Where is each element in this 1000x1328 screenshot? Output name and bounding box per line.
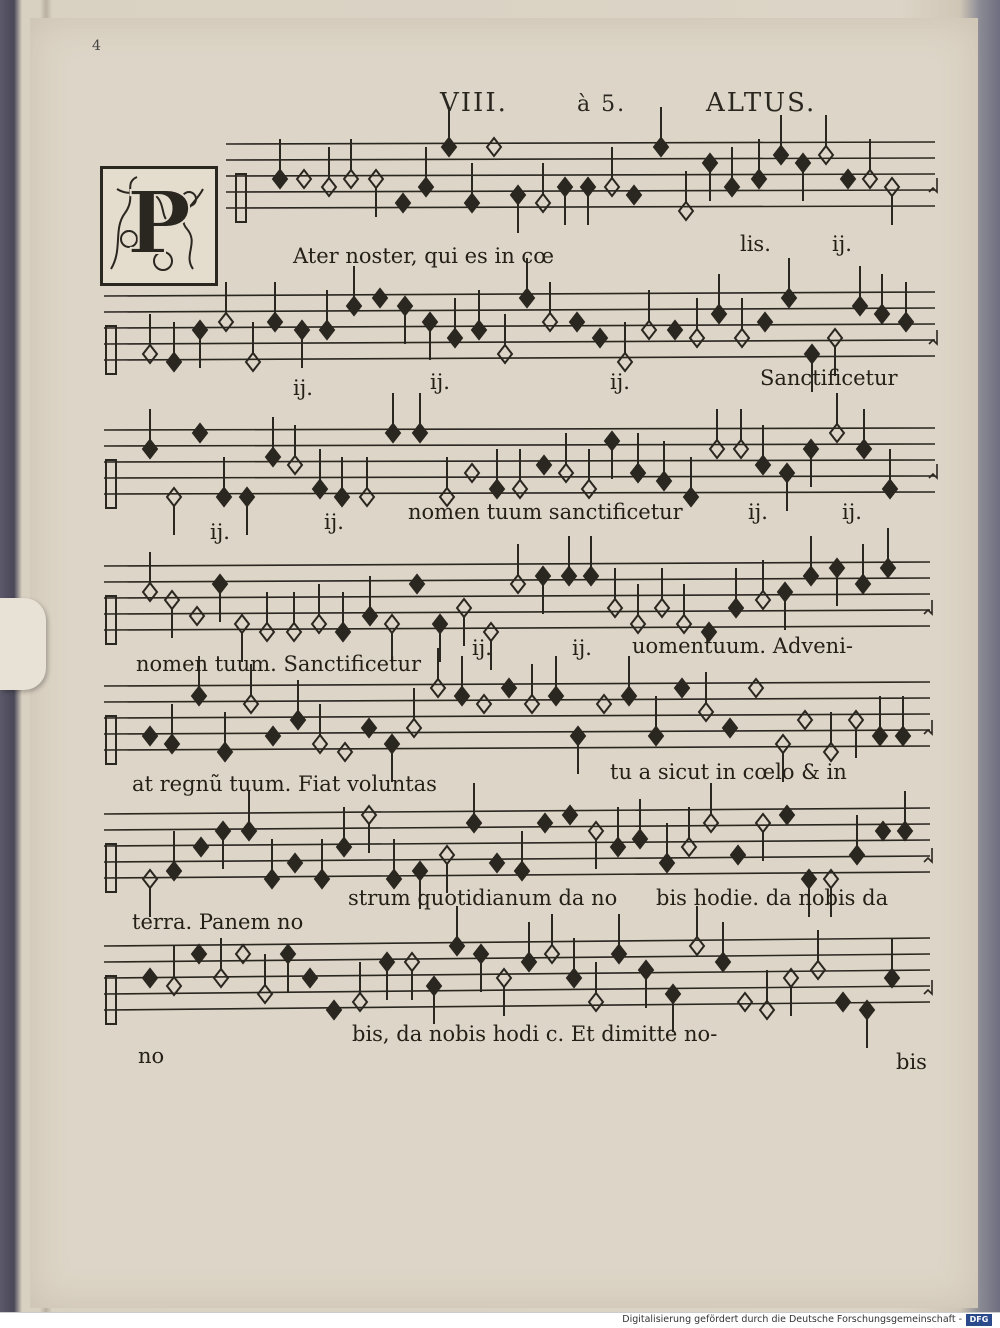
- note-head: [143, 727, 157, 745]
- note-head: [266, 448, 280, 466]
- staff-line: [104, 954, 930, 962]
- note-head: [622, 687, 636, 705]
- note-head: [413, 424, 427, 442]
- lyric-2-2: ij.: [430, 370, 450, 394]
- note-head: [347, 297, 361, 315]
- staff-line: [104, 698, 930, 702]
- voice-count: à 5.: [577, 92, 627, 117]
- note-head: [288, 456, 302, 474]
- staff-line: [226, 206, 935, 208]
- note-head: [710, 440, 724, 458]
- note-head: [828, 329, 842, 347]
- staff-line: [104, 610, 930, 614]
- note-head: [344, 170, 358, 188]
- dfg-logo: DFG: [966, 1314, 992, 1326]
- note-head: [322, 178, 336, 196]
- note-head: [167, 488, 181, 506]
- note-head: [313, 480, 327, 498]
- note-head: [639, 961, 653, 979]
- note-head: [735, 329, 749, 347]
- note-head: [320, 321, 334, 339]
- lyric-6-2: strum quotidianum da no: [348, 886, 618, 910]
- note-head: [472, 321, 486, 339]
- note-head: [410, 575, 424, 593]
- note-head: [558, 178, 572, 196]
- staff-line: [104, 292, 935, 296]
- note-head: [235, 615, 249, 633]
- note-head: [631, 464, 645, 482]
- note-head: [511, 186, 525, 204]
- note-head: [273, 170, 287, 188]
- note-head: [219, 313, 233, 331]
- staff-line: [226, 142, 935, 144]
- clef: [106, 844, 116, 892]
- note-head: [303, 969, 317, 987]
- note-head: [885, 969, 899, 987]
- note-head: [796, 154, 810, 172]
- note-head: [511, 575, 525, 593]
- clef: [106, 326, 116, 374]
- note-head: [723, 719, 737, 737]
- note-head: [545, 945, 559, 963]
- note-head: [291, 711, 305, 729]
- note-head: [520, 289, 534, 307]
- note-head: [407, 719, 421, 737]
- lyric-3-1: ij.: [210, 520, 230, 544]
- note-head: [362, 806, 376, 824]
- custos: [924, 600, 932, 614]
- lyric-3-5: ij.: [842, 500, 862, 524]
- initial-letter: P: [126, 173, 192, 274]
- lyric-7-2: bis, da nobis hodi c. Et dimitte no-: [352, 1022, 718, 1046]
- note-head: [538, 814, 552, 832]
- note-head: [244, 695, 258, 713]
- staff-line: [104, 856, 930, 862]
- note-head: [513, 480, 527, 498]
- note-head: [704, 814, 718, 832]
- note-head: [431, 679, 445, 697]
- note-head: [313, 735, 327, 753]
- staff-line: [104, 986, 930, 994]
- note-head: [699, 703, 713, 721]
- note-head: [642, 321, 656, 339]
- note-head: [218, 743, 232, 761]
- note-head: [396, 194, 410, 212]
- lyric-4-2: ij.: [472, 636, 492, 660]
- note-head: [563, 806, 577, 824]
- note-head: [729, 599, 743, 617]
- footer-bar: [0, 1312, 1000, 1328]
- note-head: [774, 146, 788, 164]
- note-head: [467, 814, 481, 832]
- note-head: [398, 297, 412, 315]
- note-head: [536, 567, 550, 585]
- note-head: [562, 567, 576, 585]
- lyric-1-2: lis.: [740, 232, 771, 256]
- note-head: [457, 599, 471, 617]
- note-head: [725, 178, 739, 196]
- note-head: [490, 480, 504, 498]
- note-head: [216, 822, 230, 840]
- note-head: [611, 838, 625, 856]
- note-head: [684, 488, 698, 506]
- note-head: [660, 854, 674, 872]
- note-head: [190, 607, 204, 625]
- note-head: [703, 154, 717, 172]
- note-head: [315, 870, 329, 888]
- note-head: [498, 345, 512, 363]
- note-head: [677, 615, 691, 633]
- note-head: [589, 822, 603, 840]
- note-head: [242, 822, 256, 840]
- note-head: [515, 862, 529, 880]
- note-head: [857, 440, 871, 458]
- note-head: [369, 170, 383, 188]
- clef: [236, 174, 246, 222]
- note-head: [487, 138, 501, 156]
- note-head: [731, 846, 745, 864]
- note-head: [627, 186, 641, 204]
- note-head: [589, 993, 603, 1011]
- note-head: [752, 170, 766, 188]
- note-head: [385, 735, 399, 753]
- funding-credit: Digitalisierung gefördert durch die Deutsche Forschungsgemeinschaft -: [622, 1314, 962, 1325]
- note-head: [477, 695, 491, 713]
- note-head: [474, 945, 488, 963]
- staff-line: [104, 938, 930, 946]
- note-head: [804, 440, 818, 458]
- note-head: [490, 854, 504, 872]
- note-head: [373, 289, 387, 307]
- note-head: [605, 432, 619, 450]
- note-head: [581, 178, 595, 196]
- note-head: [295, 321, 309, 339]
- note-head: [582, 480, 596, 498]
- note-head: [143, 440, 157, 458]
- lyric-4-1: nomen tuum. Sanctificetur: [136, 652, 422, 676]
- note-head: [780, 464, 794, 482]
- custos: [924, 848, 932, 862]
- note-head: [860, 1001, 874, 1019]
- note-head: [836, 993, 850, 1011]
- note-head: [246, 353, 260, 371]
- note-head: [605, 178, 619, 196]
- note-head: [297, 170, 311, 188]
- note-head: [758, 313, 772, 331]
- note-head: [633, 830, 647, 848]
- note-head: [143, 969, 157, 987]
- staff-line: [104, 340, 935, 344]
- lyric-2-1: ij.: [293, 376, 313, 400]
- lyric-3-4: ij.: [748, 500, 768, 524]
- note-head: [549, 687, 563, 705]
- note-head: [819, 146, 833, 164]
- note-head: [863, 170, 877, 188]
- staff-line: [104, 594, 930, 598]
- note-head: [213, 575, 227, 593]
- note-head: [338, 743, 352, 761]
- note-head: [756, 591, 770, 609]
- staff-line: [104, 808, 930, 814]
- staff-line: [104, 626, 930, 630]
- note-head: [258, 985, 272, 1003]
- note-head: [214, 969, 228, 987]
- note-head: [427, 977, 441, 995]
- piece-number: VIII.: [440, 88, 508, 118]
- note-head: [240, 488, 254, 506]
- note-head: [497, 969, 511, 987]
- note-head: [608, 599, 622, 617]
- note-head: [830, 424, 844, 442]
- note-head: [327, 1001, 341, 1019]
- lyric-5-1: at regnũ tuum. Fiat voluntas: [132, 772, 437, 796]
- staff-line: [104, 730, 930, 734]
- note-head: [405, 953, 419, 971]
- lyric-2-3: ij.: [610, 370, 630, 394]
- note-head: [536, 194, 550, 212]
- note-head: [899, 313, 913, 331]
- staff-line: [104, 840, 930, 846]
- note-head: [631, 615, 645, 633]
- folio-mark: 4: [92, 38, 101, 54]
- note-head: [668, 321, 682, 339]
- lyric-4-3: ij.: [572, 636, 592, 660]
- note-head: [465, 464, 479, 482]
- note-head: [455, 687, 469, 705]
- note-head: [217, 488, 231, 506]
- note-head: [312, 615, 326, 633]
- note-head: [260, 623, 274, 641]
- note-head: [502, 679, 516, 697]
- note-head: [363, 607, 377, 625]
- note-head: [194, 838, 208, 856]
- note-head: [782, 289, 796, 307]
- note-head: [811, 961, 825, 979]
- note-head: [690, 329, 704, 347]
- note-head: [655, 599, 669, 617]
- custos: [924, 980, 932, 994]
- note-head: [413, 862, 427, 880]
- note-head: [362, 719, 376, 737]
- note-head: [734, 440, 748, 458]
- note-head: [778, 583, 792, 601]
- lyric-7-3: bis: [896, 1050, 927, 1074]
- staff-1: [226, 107, 937, 233]
- note-head: [167, 353, 181, 371]
- lyric-6-1: terra. Panem no: [132, 910, 304, 934]
- note-head: [776, 735, 790, 753]
- custos: [924, 720, 932, 734]
- staff-line: [104, 308, 935, 312]
- note-head: [448, 329, 462, 347]
- note-head: [756, 456, 770, 474]
- note-head: [450, 937, 464, 955]
- note-head: [883, 480, 897, 498]
- note-head: [618, 353, 632, 371]
- note-head: [712, 305, 726, 323]
- note-head: [380, 953, 394, 971]
- note-head: [143, 870, 157, 888]
- note-head: [597, 695, 611, 713]
- lyric-1-3: ij.: [832, 232, 852, 256]
- lyric-5-2: tu a sicut in cœlo & in: [610, 760, 847, 784]
- note-head: [268, 313, 282, 331]
- staff-line: [226, 174, 935, 176]
- clef: [106, 596, 116, 644]
- note-head: [571, 727, 585, 745]
- note-head: [570, 313, 584, 331]
- clef: [106, 460, 116, 508]
- note-head: [804, 567, 818, 585]
- staff-line: [104, 682, 930, 686]
- note-head: [386, 424, 400, 442]
- note-head: [433, 615, 447, 633]
- note-head: [853, 297, 867, 315]
- note-head: [649, 727, 663, 745]
- note-head: [265, 870, 279, 888]
- note-head: [193, 321, 207, 339]
- note-head: [266, 727, 280, 745]
- note-head: [682, 838, 696, 856]
- lyric-1-1: Ater noster, qui es in cœ: [293, 244, 554, 268]
- note-head: [165, 591, 179, 609]
- staff-line: [104, 714, 930, 718]
- note-head: [805, 345, 819, 363]
- note-head: [419, 178, 433, 196]
- lyric-3-3: nomen tuum sanctificetur: [408, 500, 683, 524]
- note-head: [193, 424, 207, 442]
- note-head: [537, 456, 551, 474]
- note-head: [679, 202, 693, 220]
- clef: [106, 716, 116, 764]
- lyric-4-4: uomentuum. Adveni-: [632, 634, 854, 658]
- note-head: [885, 178, 899, 196]
- note-head: [360, 488, 374, 506]
- lyric-7-1: no: [138, 1044, 165, 1068]
- note-head: [798, 711, 812, 729]
- note-head: [465, 194, 479, 212]
- note-head: [337, 838, 351, 856]
- staff-line: [104, 1002, 930, 1010]
- note-head: [756, 814, 770, 832]
- lyric-6-3: bis hodie. da nobis da: [656, 886, 889, 910]
- note-head: [612, 945, 626, 963]
- note-head: [385, 615, 399, 633]
- note-head: [335, 488, 349, 506]
- note-head: [423, 313, 437, 331]
- note-head: [654, 138, 668, 156]
- note-head: [657, 472, 671, 490]
- note-head: [543, 313, 557, 331]
- lyric-3-2: ij.: [324, 510, 344, 534]
- note-head: [593, 329, 607, 347]
- part-name: ALTUS.: [706, 88, 817, 118]
- note-head: [738, 993, 752, 1011]
- note-head: [841, 170, 855, 188]
- note-head: [167, 977, 181, 995]
- note-head: [559, 464, 573, 482]
- note-head: [525, 695, 539, 713]
- custos: [929, 330, 937, 344]
- note-head: [522, 953, 536, 971]
- note-head: [749, 679, 763, 697]
- note-head: [850, 846, 864, 864]
- note-head: [336, 623, 350, 641]
- note-head: [440, 846, 454, 864]
- note-head: [584, 567, 598, 585]
- note-head: [675, 679, 689, 697]
- clef: [106, 976, 116, 1024]
- note-head: [287, 623, 301, 641]
- staff-line: [104, 428, 935, 430]
- lyric-2-4: Sanctificetur: [760, 366, 898, 390]
- note-head: [442, 138, 456, 156]
- note-head: [567, 969, 581, 987]
- note-head: [288, 854, 302, 872]
